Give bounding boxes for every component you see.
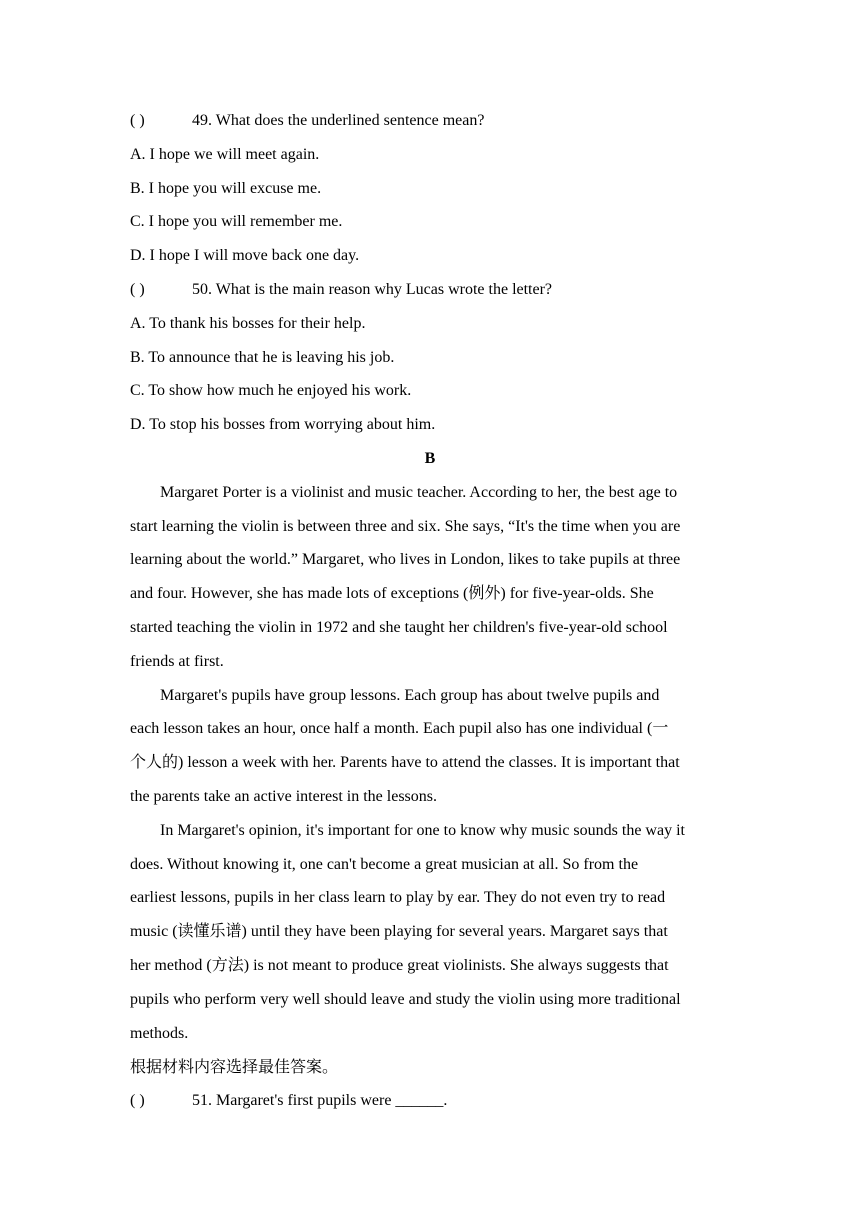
paragraph-line: and four. However, she has made lots of exceptions (例外) for five-year-olds. She	[130, 585, 654, 603]
paragraph-line: does. Without knowing it, one can't become a great musician at all. So from the	[130, 855, 639, 873]
paragraph-line: friends at first.	[130, 652, 224, 670]
answer-blank[interactable]: ( )	[130, 280, 145, 298]
question-stem: 49. What does the underlined sentence mean?	[192, 112, 485, 129]
paragraph-line: start learning the violin is between three and six. She says, “It's the time when you are	[130, 517, 681, 535]
option-a: A. To thank his bosses for their help.	[130, 314, 366, 332]
paragraph-line: pupils who perform very well should leave and study the violin using more traditional	[130, 990, 681, 1008]
document-page	[130, 104, 730, 1118]
passage-paragraph-2	[130, 679, 730, 814]
paragraph-line: the parents take an active interest in the lessons.	[130, 787, 438, 805]
paragraph-line: In Margaret's opinion, it's important for one to know why music sounds the way it	[160, 821, 685, 839]
paragraph-line: earliest lessons, pupils in her class learn to play by ear. They do not even try to read	[130, 889, 666, 907]
question-50	[130, 273, 730, 307]
option-b: B. To announce that he is leaving his job.	[130, 348, 395, 366]
section-heading: B	[424, 449, 436, 467]
instruction-text: 根据材料内容选择最佳答案。	[130, 1057, 339, 1077]
option-d: D. To stop his bosses from worrying about him.	[130, 416, 436, 434]
paragraph-line: Margaret's pupils have group lessons. Each group has about twelve pupils and	[160, 686, 660, 704]
option-c: C. I hope you will remember me.	[130, 213, 343, 231]
option-d: D. I hope I will move back one day.	[130, 247, 360, 265]
paragraph-line: each lesson takes an hour, once half a month. Each pupil also has one individual (一	[130, 720, 669, 738]
question-stem: 50. What is the main reason why Lucas wrote the letter?	[192, 280, 553, 298]
paragraph-line: Margaret Porter is a violinist and music teacher. According to her, the best age to	[160, 483, 678, 501]
question-stem: 51. Margaret's first pupils were ______.	[192, 1092, 448, 1110]
paragraph-line: learning about the world.” Margaret, who lives in London, likes to take pupils at three	[130, 551, 681, 569]
question-49	[130, 104, 730, 138]
option-b: B. I hope you will excuse me.	[130, 179, 322, 197]
question-51	[130, 1084, 730, 1118]
passage-paragraph-1	[130, 476, 730, 679]
answer-blank[interactable]: ( )	[130, 112, 145, 129]
paragraph-line: her method (方法) is not meant to produce great violinists. She always suggests that	[130, 956, 669, 974]
answer-blank[interactable]: ( )	[130, 1092, 145, 1110]
paragraph-line: music (读懂乐谱) until they have been playing for several years. Margaret says that	[130, 923, 668, 941]
paragraph-line: methods.	[130, 1024, 189, 1042]
option-a: A. I hope we will meet again.	[130, 145, 320, 163]
passage-paragraph-3	[130, 814, 730, 1051]
option-c: C. To show how much he enjoyed his work.	[130, 382, 412, 400]
paragraph-line: 个人的) lesson a week with her. Parents have to attend the classes. It is important that	[130, 754, 680, 772]
paragraph-line: started teaching the violin in 1972 and she taught her children's five-year-old school	[130, 618, 668, 636]
